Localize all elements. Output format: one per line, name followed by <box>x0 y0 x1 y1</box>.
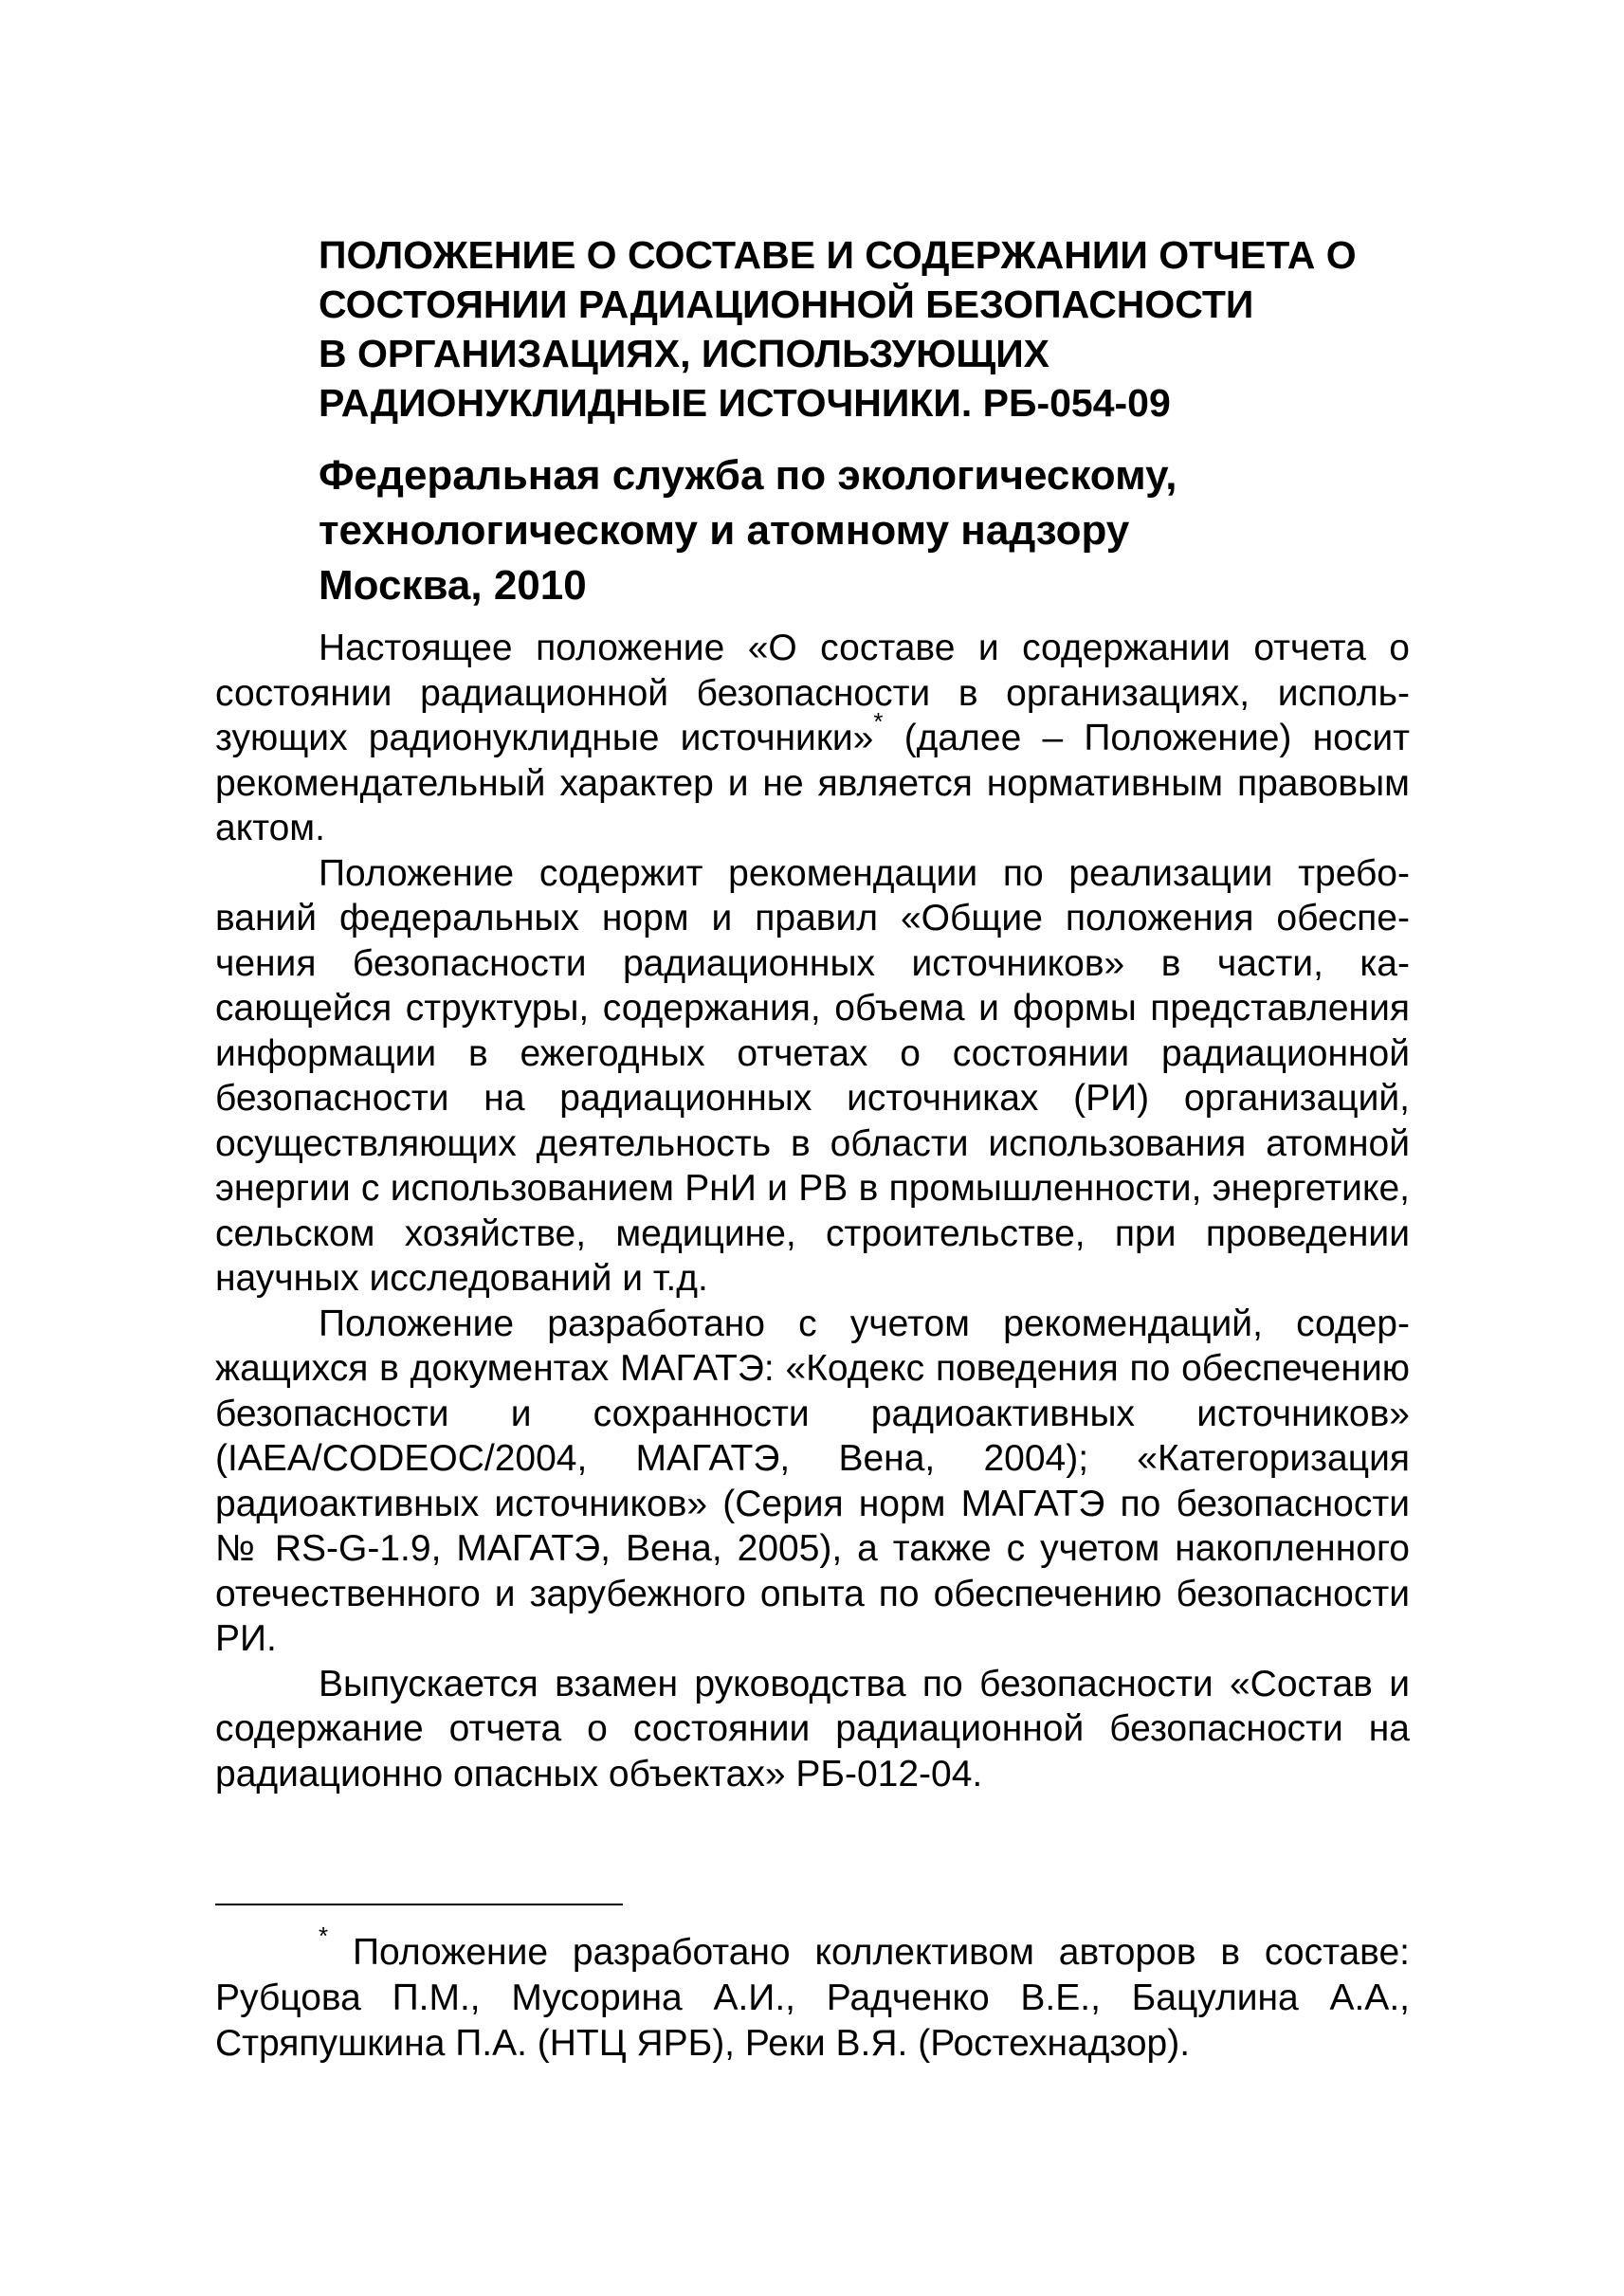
footnote <box>215 1922 1410 2067</box>
paragraph-replaces: Выпускается взамен руководства по безопасности «Состав и содержание отчета о состоянии радиационной безопасности на радиационно опасных объектах» РБ-012-04. <box>215 1663 1410 1795</box>
organization-line: Федеральная служба по экологическому, <box>319 452 1177 499</box>
footnote-divider <box>215 1904 623 1905</box>
issuing-organization <box>319 448 1409 613</box>
footnote-text: Положение разработано коллективом авторов в составе: Рубцова П.М., Мусорина А.И., Радченко В.Е., Бацулина А.А., Стряпушкина П.А. (НТЦ ЯРБ), Реки В.Я. (Ростехнадзор). <box>215 1932 1410 2064</box>
publication-place-year: Москва, 2010 <box>319 562 587 609</box>
paragraph-scope: Положение содержит рекомендации по реализации требований федеральных норм и правил «Общие положения обеспечения безопасности радиационных источников» в части, касающейся структуры, содержания, объема и формы представления информации в ежегодных отчетах о состоянии радиационной безопасности на радиационных источниках (РИ) организаций, осуществляющих деятельность в области использования атомной энергии с использованием РнИ и РВ в промышленности, энергетике, сельском хозяйстве, медицине, строительстве, при проведении научных исследований и т.д. <box>215 852 1410 1299</box>
body-text <box>215 626 1410 1796</box>
title-line: СОСТОЯНИИ РАДИАЦИОННОЙ БЕЗОПАСНОСТИ <box>319 282 1254 326</box>
title-line: ПОЛОЖЕНИЕ О СОСТАВЕ И СОДЕРЖАНИИ ОТЧЕТА О <box>319 233 1357 277</box>
title-line: РАДИОНУКЛИДНЫЕ ИСТОЧНИКИ. РБ-054-09 <box>319 381 1171 425</box>
footnote-mark: * <box>319 1922 329 1950</box>
paragraph-sources: Положение разработано с учетом рекомендаций, содержащихся в документах МАГАТЭ: «Кодекс поведения по обеспечению безопасности и сохранности радиоактивных источников» (IAEA/CODEOC/2004, МАГАТЭ, Вена, 2004); «Категоризация радиоактивных источников» (Серия норм МАГАТЭ по безопасности № RS-G-1.9, МАГАТЭ, Вена, 2005), а также с учетом накопленного отечественного и зарубежного опыта по обеспечению безопасности РИ. <box>215 1303 1410 1659</box>
footnote-reference: * <box>873 707 884 736</box>
paragraph-intro <box>215 626 1410 851</box>
document-title <box>319 230 1409 428</box>
organization-line: технологическому и атомному надзору <box>319 507 1130 554</box>
paragraph-text: (далее – Положение) носит рекомендательный характер и не является нормативным правовым актом. <box>215 718 1410 848</box>
footnote-paragraph <box>215 1922 1410 2067</box>
title-line: В ОРГАНИЗАЦИЯХ, ИСПОЛЬЗУЮЩИХ <box>319 332 1050 375</box>
paragraph-text: Настоящее положение «О составе и содержании отчета о состоянии радиационной безопасности в организациях, использующих радионуклидные источники» <box>215 628 1410 758</box>
